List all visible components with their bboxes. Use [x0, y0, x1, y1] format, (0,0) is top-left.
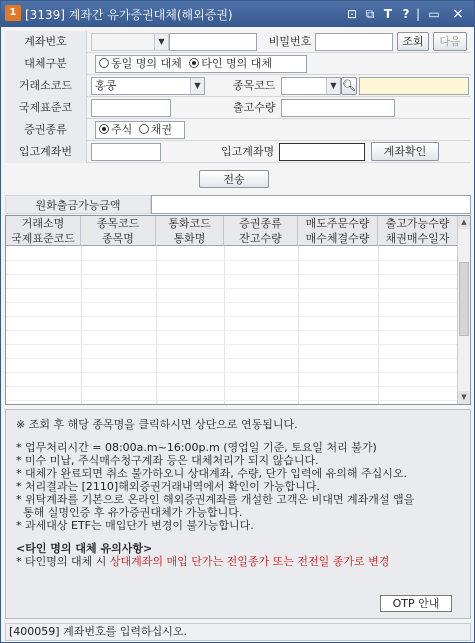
withdrawable-label: 원화출금가능금액: [5, 195, 151, 214]
in-account-input[interactable]: [91, 143, 161, 161]
otp-info-button[interactable]: OTP 안내: [380, 595, 452, 612]
grid-column-line: [81, 246, 82, 404]
in-account-row: [5, 141, 471, 163]
window-title: [3139] 계좌간 유가증권대체(해외증권): [25, 8, 233, 22]
exchange-code-value: 홍콩: [95, 79, 117, 92]
status-bar: [400059] 계좌번호를 입력하십시오.: [5, 623, 471, 641]
scroll-thumb[interactable]: [459, 262, 469, 336]
title-bar: [1, 1, 474, 27]
password-input[interactable]: [315, 33, 393, 51]
grid-header: [6, 216, 458, 246]
type-stock-label: 주식: [111, 123, 133, 136]
table-row[interactable]: [6, 344, 458, 345]
transfer-type-row: [5, 53, 471, 75]
security-type-radio-group: [95, 121, 185, 139]
col-header-sell-order-qty[interactable]: 매도주문수량: [298, 216, 378, 231]
isin-input[interactable]: [91, 99, 171, 117]
font-size-icon[interactable]: T: [383, 7, 393, 21]
table-row[interactable]: [6, 386, 458, 387]
scroll-up-icon[interactable]: ▲: [458, 216, 470, 229]
col-header-security-type[interactable]: 증권종류: [224, 216, 298, 231]
radio-icon[interactable]: [139, 124, 149, 134]
grid-column-line: [156, 246, 157, 404]
notice-line: * 대체가 완료되면 취소 불가하오니 상대계좌, 수량, 단가 입력에 유의해 주십시오.: [16, 467, 407, 480]
account-label: 계좌번호: [5, 31, 87, 53]
account-check-button[interactable]: 계좌확인: [371, 142, 439, 161]
isin-label: 국제표준코: [5, 97, 87, 119]
table-row[interactable]: [6, 316, 458, 317]
out-quantity-input[interactable]: [281, 99, 395, 117]
transfer-same-label: 동일 명의 대체: [111, 57, 182, 70]
grid-column-line: [224, 246, 225, 404]
copy-window-icon[interactable]: ⧉: [365, 7, 375, 21]
transfer-same-option[interactable]: [99, 57, 182, 70]
help-icon[interactable]: ?: [402, 7, 410, 21]
scroll-down-icon[interactable]: ▼: [458, 391, 470, 404]
col-header-stock-name[interactable]: 종목명: [81, 231, 156, 246]
grid-column-line: [378, 246, 379, 404]
transfer-type-radio-group: [95, 55, 307, 73]
notice-line: ※ 조회 후 해당 종목명을 클릭하시면 상단으로 연동됩니다.: [16, 418, 298, 431]
account-number-input[interactable]: [169, 33, 257, 51]
notice-line-prefix: * 타인명의 대체 시: [16, 555, 110, 568]
isin-row: [5, 97, 471, 119]
table-row[interactable]: [6, 274, 458, 275]
col-header-isin[interactable]: 국제표준코드: [6, 231, 81, 246]
grid-body[interactable]: [6, 246, 458, 404]
in-account-holder-input[interactable]: [279, 143, 365, 161]
stock-code-input[interactable]: [281, 77, 341, 95]
security-type-label: 증권종류: [5, 119, 87, 141]
notice-line: * 처리결과는 [2110]해외증권거래내역에서 확인이 가능합니다.: [16, 480, 320, 493]
table-row[interactable]: [6, 400, 458, 401]
account-row: [5, 31, 471, 53]
col-header-buy-filled-qty[interactable]: 매수체결수량: [298, 231, 378, 246]
notice-line: * 과세대상 ETF는 매입단가 변경이 불가능합니다.: [16, 519, 254, 532]
withdrawable-amount-field: [151, 195, 471, 214]
search-icon[interactable]: 🔍︎: [341, 77, 357, 95]
notice-panel: [5, 409, 471, 619]
radio-selected-icon[interactable]: [99, 124, 109, 134]
exchange-code-select[interactable]: [91, 77, 205, 95]
col-header-bond-buy-date[interactable]: 채권매수일자: [378, 231, 458, 246]
account-number-combo[interactable]: [91, 33, 169, 51]
col-header-currency-code[interactable]: 통화코드: [156, 216, 224, 231]
col-header-balance-qty[interactable]: 잔고수량: [224, 231, 298, 246]
col-header-out-available-qty[interactable]: 출고가능수량: [378, 216, 458, 231]
title-separator: |: [415, 7, 421, 21]
password-label: 비밀번호: [268, 35, 312, 48]
close-icon[interactable]: ×: [452, 6, 464, 22]
security-type-row: [5, 119, 471, 141]
search-button[interactable]: 조회: [397, 32, 429, 51]
in-account-label: 입고계좌번: [5, 141, 87, 163]
submit-button[interactable]: 전송: [199, 170, 269, 188]
table-row[interactable]: [6, 358, 458, 359]
col-header-stock-code[interactable]: 종목코드: [81, 216, 156, 231]
type-bond-label: 채권: [150, 123, 173, 136]
col-header-currency-name[interactable]: 통화명: [156, 231, 224, 246]
notice-line: * 업무처리시간 = 08:00a.m~16:00p.m (영업일 기준, 토요일 처리 불가): [16, 441, 377, 454]
table-row[interactable]: [6, 330, 458, 331]
in-account-holder-label: 입고계좌명: [221, 145, 275, 158]
notice-line: 통해 실명인증 후 유가증권대체가 가능합니다.: [16, 506, 243, 519]
table-row[interactable]: [6, 372, 458, 373]
pin-icon[interactable]: ⊡: [346, 7, 358, 21]
chevron-down-icon[interactable]: ▼: [190, 78, 204, 94]
radio-selected-icon[interactable]: [189, 58, 199, 68]
stock-name-display: [359, 77, 469, 95]
notice-section-title: <타인 명의 대체 유의사항>: [16, 542, 153, 555]
transfer-other-label: 타인 명의 대체: [201, 57, 272, 70]
chevron-down-icon[interactable]: ▼: [326, 78, 340, 94]
grid-column-line: [298, 246, 299, 404]
exchange-code-label: 거래소코드: [5, 75, 87, 97]
table-row[interactable]: [6, 288, 458, 289]
screen-number-badge: 1: [5, 5, 21, 21]
grid-scrollbar[interactable]: [457, 216, 470, 404]
notice-line: * 미수 미납, 주식매수청구계좌 등은 대체처리가 되지 않습니다.: [16, 454, 319, 467]
notice-warning-text: 상대계좌의 매입 단가는 전일종가 또는 전전일 종가로 변경: [109, 555, 390, 568]
notice-line: * 위탁계좌를 기본으로 온라인 해외증권계좌를 개설한 고객은 비대면 계좌개설 앱을: [16, 493, 415, 506]
transfer-type-label: 대체구분: [5, 53, 87, 75]
radio-icon[interactable]: [99, 58, 109, 68]
table-row[interactable]: [6, 260, 458, 261]
transfer-other-option[interactable]: [189, 57, 272, 70]
chevron-down-icon[interactable]: ▼: [154, 34, 168, 50]
out-quantity-label: 출고수량: [233, 101, 276, 114]
stock-code-label: 종목코드: [233, 79, 276, 92]
type-bond-option[interactable]: [139, 123, 172, 136]
type-stock-option[interactable]: [99, 123, 132, 136]
notice-line: [16, 555, 460, 568]
exchange-row: [5, 75, 471, 97]
next-button[interactable]: 다음: [433, 32, 467, 51]
col-header-exchange[interactable]: 거래소명: [6, 216, 81, 231]
minimize-icon[interactable]: ▭: [428, 7, 440, 21]
holdings-grid[interactable]: [5, 215, 471, 405]
table-row[interactable]: [6, 302, 458, 303]
